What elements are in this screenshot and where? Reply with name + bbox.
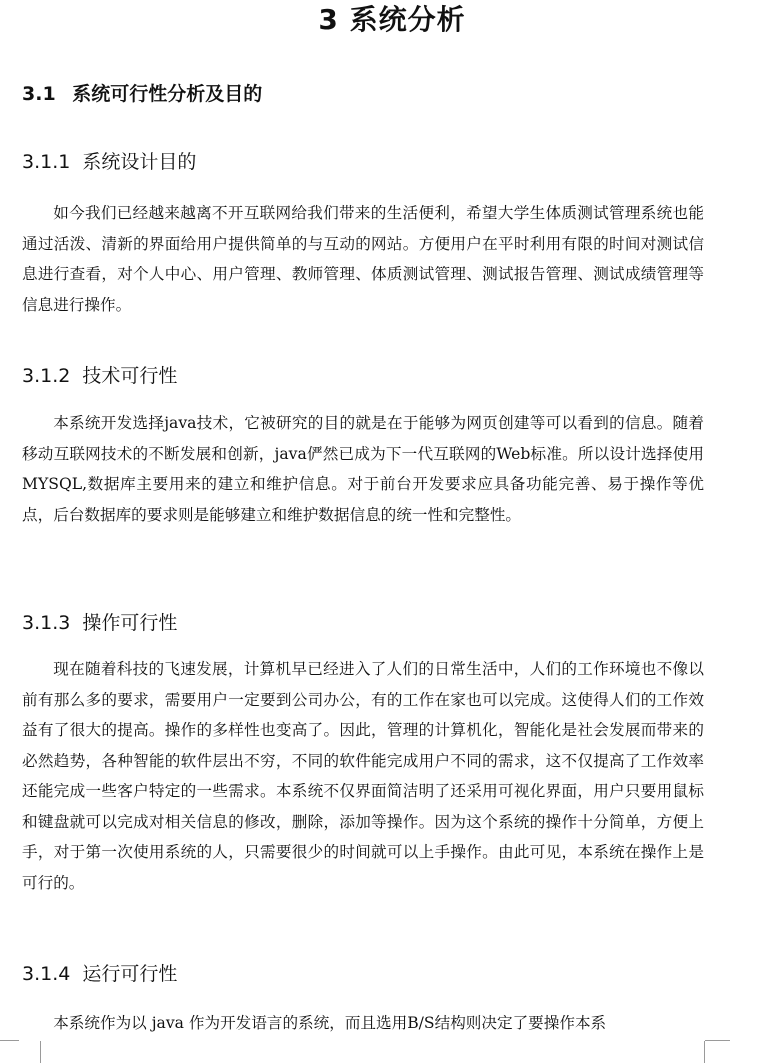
body-paragraph: 本系统作为以 java 作为开发语言的系统，而且选用B/S结构则决定了要操作本系 [53,1014,607,1032]
body-paragraph: 本系统开发选择java技术，它被研究的目的就是在于能够为网页创建等可以看到的信息。随着移动互联网技术的不断发展和创新，java俨然已成为下一代互联网的Web标准。所以设计选择使用MYSQL,数据库主要用来的建立和维护信息。对于前台开发要求应具备功能完善、易于操作等优点，后台数据库的要求则是能够建立和维护数据信息的统一性和完整性。 [22,414,704,524]
body-paragraph: 如今我们已经越来越离不开互联网给我们带来的生活便利，希望大学生体质测试管理系统也能通过活泼、清新的界面给用户提供简单的与互动的网站。方便用户在平时利用有限的时间对测试信息进行查看，对个人中心、用户管理、教师管理、体质测试管理、测试报告管理、测试成绩管理等信息进行操作。 [22,204,704,314]
subsection-heading [22,960,177,988]
crop-mark-bottom-left-horizontal [0,1040,19,1041]
body-paragraph: 现在随着科技的飞速发展，计算机早已经进入了人们的日常生活中，人们的工作环境也不像以前有那么多的要求，需要用户一定要到公司办公，有的工作在家也可以完成。这使得人们的工作效益有了很大的提高。操作的多样性也变高了。因此，管理的计算机化，智能化是社会发展而带来的必然趋势，各种智能的软件层出不穷，不同的软件能完成用户不同的需求，这不仅提高了工作效率还能完成一些客户特定的一些需求。本系统不仅界面简洁明了还采用可视化界面，用户只要用鼠标和键盘就可以完成对相关信息的修改，删除，添加等操作。因为这个系统的操作十分简单，方便上手，对于第一次使用系统的人，只需要很少的时间就可以上手操作。由此可见，本系统在操作上是可行的。 [22,660,704,892]
subsection-title: 运行可行性 [82,963,178,985]
subsection-heading [22,362,177,390]
subsection-heading [22,148,196,176]
crop-mark-bottom-right-horizontal [705,1040,730,1041]
subsection-number: 3.1.1 [22,151,71,173]
subsection-number: 3.1.4 [22,963,71,985]
chapter-title: 3 系统分析 [318,3,466,36]
section-title: 系统可行性分析及目的 [72,83,263,105]
subsection-number: 3.1.2 [22,365,71,387]
section-heading [22,80,262,108]
crop-mark-bottom-right [704,1041,727,1063]
subsection-title: 技术可行性 [82,365,178,387]
crop-mark-bottom-left [18,1041,41,1063]
section-number: 3.1 [22,83,56,105]
subsection-title: 系统设计目的 [82,151,197,173]
subsection-heading [22,609,177,637]
subsection-title: 操作可行性 [82,612,178,634]
subsection-number: 3.1.3 [22,612,71,634]
